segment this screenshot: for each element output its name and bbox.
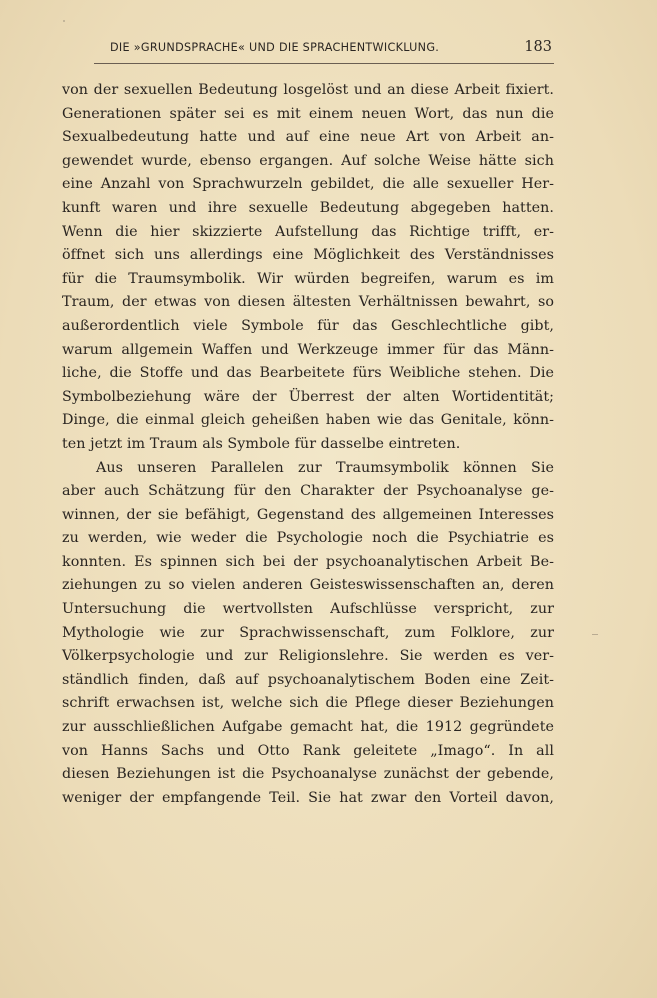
text-line: für die Traumsymbolik. Wir würden begreifen, warum es im — [62, 270, 554, 287]
text-line: diesen Beziehungen ist die Psychoanalyse zunächst der gebende, — [62, 766, 554, 783]
text-line: von der sexuellen Bedeutung losgelöst und an diese Arbeit fixiert. — [62, 82, 554, 98]
margin-mark — [592, 634, 598, 635]
text-line: aber auch Schätzung für den Charakter der Psychoanalyse ge- — [62, 483, 554, 500]
text-line: Sexualbedeutung hatte und auf eine neue Art von Arbeit an- — [62, 129, 554, 146]
text-line: zu werden, wie weder die Psychologie noch die Psychiatrie es — [62, 530, 554, 547]
text-line: weniger der empfangende Teil. Sie hat zwar den Vorteil davon, — [62, 789, 554, 806]
text-line: ständlich finden, daß auf psychoanalytischem Boden eine Zeit- — [62, 671, 554, 688]
header-rule — [94, 63, 554, 64]
text-line: Mythologie wie zur Sprachwissenschaft, zum Folklore, zur — [62, 624, 554, 641]
text-line: konnten. Es spinnen sich bei der psychoanalytischen Arbeit Be- — [62, 553, 554, 570]
text-line: Dinge, die einmal gleich geheißen haben wie das Genitale, könn- — [62, 412, 554, 429]
text-line: liche, die Stoffe und das Bearbeitete fürs Weibliche stehen. Die — [62, 365, 554, 382]
page-number: 183 — [524, 39, 552, 55]
text-line: Traum, der etwas von diesen ältesten Verhältnissen bewahrt, so — [62, 294, 554, 311]
text-line: Generationen später sei es mit einem neuen Wort, das nun die — [62, 105, 554, 122]
text-line: winnen, der sie befähigt, Gegenstand des allgemeinen Interesses — [62, 506, 554, 523]
text-line: gewendet wurde, ebenso ergangen. Auf solche Weise hätte sich — [62, 152, 554, 169]
text-line: kunft waren und ihre sexuelle Bedeutung abgegeben hatten. — [62, 199, 554, 216]
text-line: außerordentlich viele Symbole für das Geschlechtliche gibt, — [62, 317, 554, 334]
running-head — [94, 39, 554, 59]
body-text — [62, 79, 554, 810]
text-line: zur ausschließlichen Aufgabe gemacht hat, die 1912 gegründete — [62, 719, 554, 736]
text-line: Aus unseren Parallelen zur Traumsymbolik können Sie — [96, 459, 554, 476]
text-line: von Hanns Sachs und Otto Rank geleitete „Imago“. In all — [62, 742, 554, 759]
text-line: eine Anzahl von Sprachwurzeln gebildet, die alle sexueller Her- — [62, 176, 554, 193]
text-line: Wenn die hier skizzierte Aufstellung das Richtige trifft, er- — [62, 223, 554, 240]
text-line: warum allgemein Waffen und Werkzeuge immer für das Männ- — [62, 341, 554, 358]
text-line: ziehungen zu so vielen anderen Geisteswissenschaften an, deren — [62, 577, 554, 594]
text-line: Symbolbeziehung wäre der Überrest der alten Wortidentität; — [62, 388, 554, 405]
text-line: Völkerpsychologie und zur Religionslehre. Sie werden es ver- — [62, 648, 554, 665]
text-line: öffnet sich uns allerdings eine Möglichkeit des Verständnisses — [62, 247, 554, 264]
text-line: Untersuchung die wertvollsten Aufschlüsse verspricht, zur — [62, 601, 554, 618]
running-title: DIE »GRUNDSPRACHE« UND DIE SPRACHENTWICKLUNG. — [110, 41, 440, 54]
text-line: ten jetzt im Traum als Symbole für dasselbe eintreten. — [62, 435, 461, 452]
paper-speck — [63, 20, 65, 22]
text-line: schrift erwachsen ist, welche sich die Pflege dieser Beziehungen — [62, 695, 554, 712]
